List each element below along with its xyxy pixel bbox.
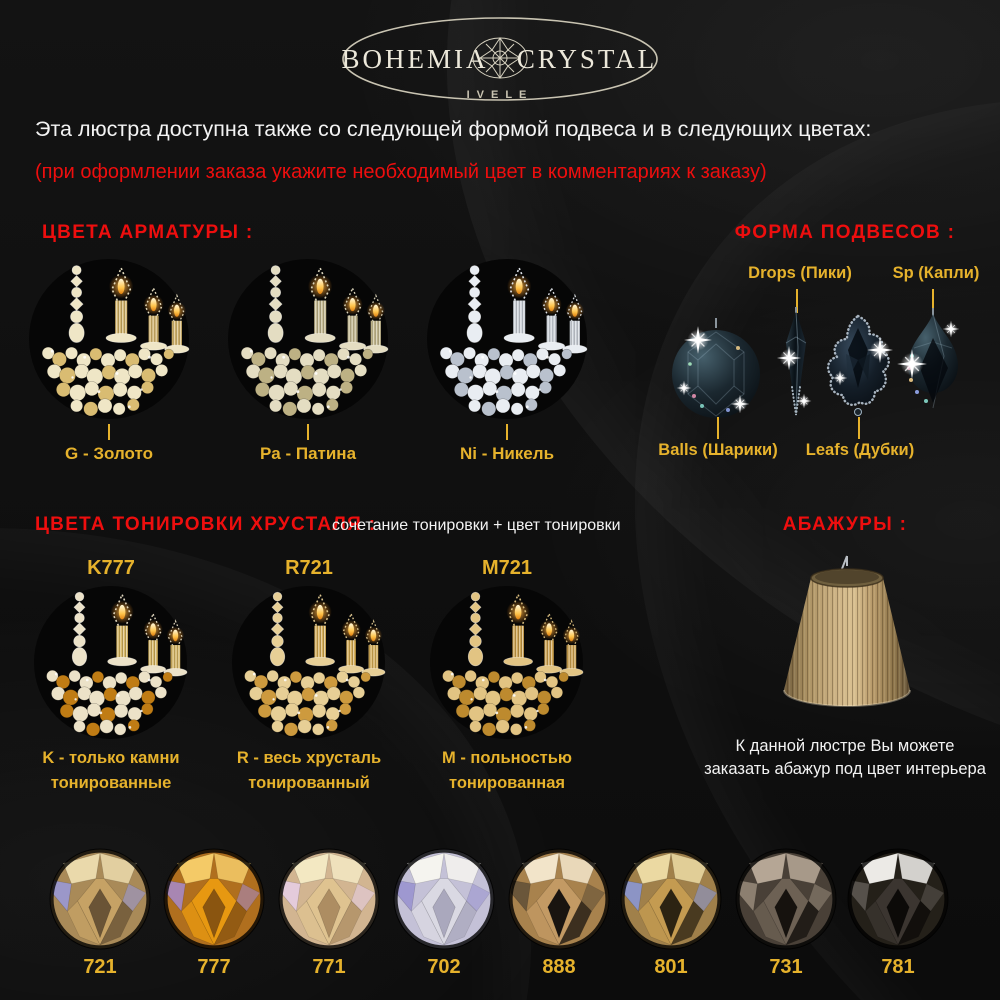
pendant-balls-label: Balls (Шарики) xyxy=(658,441,778,459)
swatch-number: 801 xyxy=(654,956,688,978)
crystal-swatch-777 xyxy=(163,848,265,950)
connector-line xyxy=(108,424,110,440)
tinting-code-k777: K777 xyxy=(87,557,135,579)
intro-text: Эта люстра доступна также со следующей формой подвеса и в следующих цветах: xyxy=(35,117,872,141)
tinting-k777-image xyxy=(33,585,188,740)
crystal-swatch-888 xyxy=(508,848,610,950)
tinting-section-title: ЦВЕТА ТОНИРОВКИ ХРУСТАЛЯ : xyxy=(35,514,377,535)
pendant-leafs-label: Leafs (Дубки) xyxy=(805,441,915,459)
lampshade-image xyxy=(762,552,932,720)
brand-name-left: BOHEMIA xyxy=(341,44,489,74)
lampshade-section-title: АБАЖУРЫ : xyxy=(782,514,908,535)
tinting-code-r721: R721 xyxy=(285,557,333,579)
swatch-number: 771 xyxy=(312,956,346,978)
tinting-code-m721: M721 xyxy=(481,557,533,579)
background-drapery-curve xyxy=(284,0,1000,988)
swatch-number: 777 xyxy=(197,956,231,978)
brand-logo xyxy=(335,14,665,106)
connector-line xyxy=(717,417,719,439)
crystal-swatch-771 xyxy=(278,848,380,950)
tinting-k-caption-line2: тонированные xyxy=(50,774,172,792)
connector-line xyxy=(307,424,309,440)
order-note-text: (при оформлении заказа укажите необходимый цвет в комментариях к заказу) xyxy=(35,161,767,183)
tinting-r-caption-line1: R - весь хрусталь xyxy=(236,749,382,767)
pendant-sp-image xyxy=(894,308,972,418)
tinting-m-caption-line1: M - польностью xyxy=(442,749,572,767)
lampshade-caption-line1: К данной люстре Вы можете xyxy=(735,737,955,755)
swatch-number: 781 xyxy=(881,956,915,978)
connector-line xyxy=(858,417,860,439)
tinting-r721-image xyxy=(231,585,386,740)
crystal-swatch-721 xyxy=(49,848,151,950)
connector-line xyxy=(506,424,508,440)
pendants-section-title: ФОРМА ПОДВЕСОВ : xyxy=(734,222,956,243)
tinting-r-caption-line2: тонированный xyxy=(248,774,370,792)
tinting-m-caption-line2: тонированная xyxy=(448,774,566,792)
swatch-number: 702 xyxy=(427,956,461,978)
pendant-leaf-image xyxy=(818,310,898,422)
armature-nickel-label: Ni - Никель xyxy=(459,444,555,463)
armature-patina-image xyxy=(227,258,389,420)
tinting-m721-image xyxy=(429,585,584,740)
brand-subname: IVELE xyxy=(466,89,534,101)
crystal-swatch-731 xyxy=(735,848,837,950)
crystal-swatch-781 xyxy=(847,848,949,950)
crystal-swatch-801 xyxy=(620,848,722,950)
armature-patina-label: Pa - Патина xyxy=(259,444,357,463)
swatch-number: 888 xyxy=(542,956,576,978)
armature-nickel-image xyxy=(426,258,588,420)
tinting-subtitle: сочетание тонировки + цвет тонировки xyxy=(332,517,621,534)
tinting-k-caption-line1: K - только камни xyxy=(42,749,180,767)
armature-gold-image xyxy=(28,258,190,420)
pendant-drop-image xyxy=(772,307,820,419)
pendant-drops-label: Drops (Пики) xyxy=(748,264,852,282)
armature-section-title: ЦВЕТА АРМАТУРЫ : xyxy=(42,222,254,243)
pendant-sp-label: Sp (Капли) xyxy=(892,264,980,282)
crystal-swatch-702 xyxy=(393,848,495,950)
pendant-ball-image xyxy=(668,318,764,422)
swatch-number: 731 xyxy=(769,956,803,978)
brand-name-right: CRYSTAL xyxy=(516,44,658,74)
swatch-number: 721 xyxy=(83,956,117,978)
lampshade-caption-line2: заказать абажур под цвет интерьера xyxy=(704,760,986,778)
armature-gold-label: G - Золото xyxy=(65,444,153,463)
